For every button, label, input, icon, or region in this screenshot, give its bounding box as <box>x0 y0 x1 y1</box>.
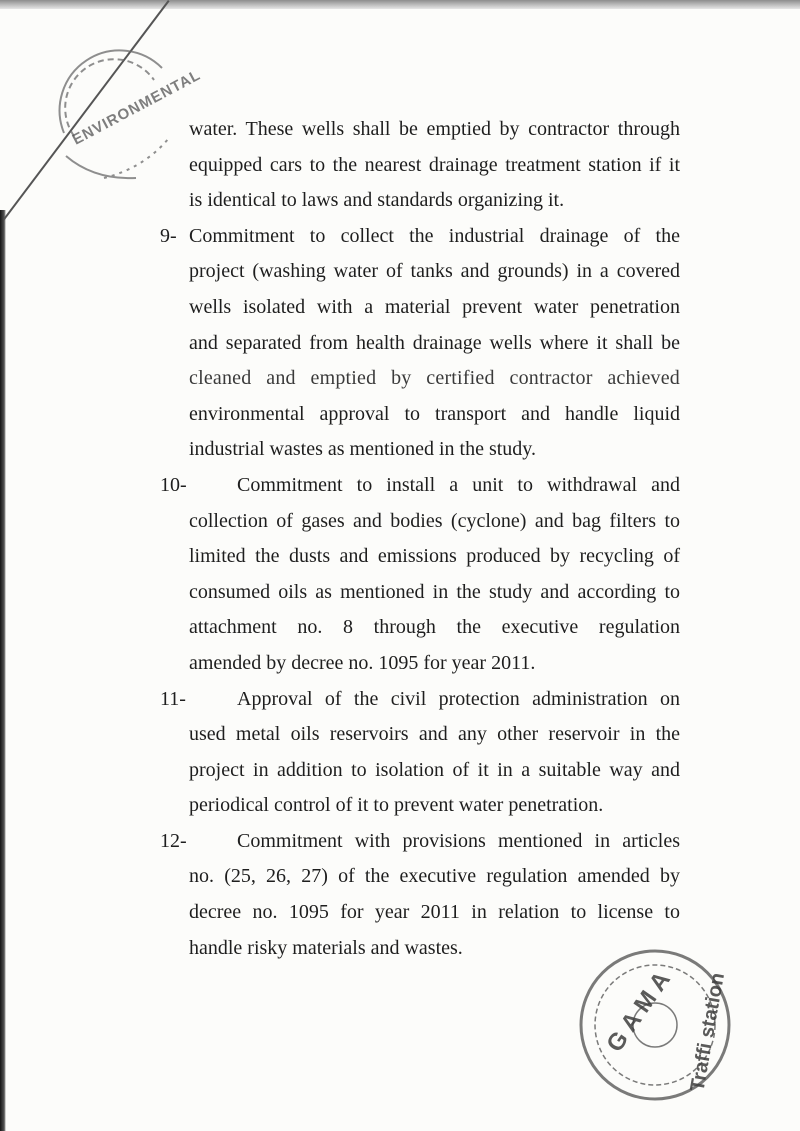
text-line: attachment no. 8 through the executive regulation <box>189 616 680 639</box>
binding-shadow <box>0 210 6 1131</box>
continued-paragraph <box>160 112 680 219</box>
item-number: 10- <box>160 473 187 496</box>
list-item <box>160 682 680 824</box>
text-line: Commitment to collect the industrial drainage of the <box>189 224 680 247</box>
text-line: Approval of the civil protection administration on <box>237 687 680 710</box>
list-item <box>160 468 680 682</box>
stamp-bottom-text: GAMA <box>601 961 680 1058</box>
text-line: used metal oils reservoirs and any other reservoir in the <box>189 723 680 746</box>
stamp-bottom <box>570 940 740 1110</box>
text-line: periodical control of it to prevent water penetration. <box>189 794 604 817</box>
stamp-top-text: ENVIRONMENTAL <box>69 66 204 149</box>
text-line: limited the dusts and emissions produced by recycling of <box>189 545 680 568</box>
text-line: project in addition to isolation of it in a suitable way and <box>189 758 680 781</box>
text-line: handle risky materials and wastes. <box>189 936 463 959</box>
text-line: equipped cars to the nearest drainage treatment station if it <box>189 153 680 176</box>
text-line: consumed oils as mentioned in the study and according to <box>189 580 680 603</box>
text-line: Commitment with provisions mentioned in articles <box>237 829 680 852</box>
text-line: cleaned and emptied by certified contractor achieved <box>189 367 680 390</box>
stamp-bottom-subtext: Traffi station <box>686 971 730 1094</box>
text-line: no. (25, 26, 27) of the executive regulation amended by <box>189 865 680 888</box>
text-line: project (washing water of tanks and grounds) in a covered <box>189 260 680 283</box>
item-number: 12- <box>160 829 187 852</box>
document-body <box>160 112 680 966</box>
list-item <box>160 219 680 468</box>
text-line: Commitment to install a unit to withdrawal and <box>237 473 680 496</box>
text-line: water. These wells shall be emptied by contractor through <box>189 118 680 140</box>
text-line: collection of gases and bodies (cyclone) and bag filters to <box>189 509 680 532</box>
item-number: 11- <box>160 687 186 710</box>
text-line: decree no. 1095 for year 2011 in relation to license to <box>189 901 680 924</box>
text-line: is identical to laws and standards organizing it. <box>189 189 565 212</box>
text-line: industrial wastes as mentioned in the study. <box>189 438 536 461</box>
item-number: 9- <box>160 224 177 247</box>
page-top-edge <box>0 0 800 9</box>
text-line: and separated from health drainage wells where it shall be <box>189 331 680 354</box>
text-line: amended by decree no. 1095 for year 2011. <box>189 651 536 674</box>
text-line: wells isolated with a material prevent water penetration <box>189 295 680 318</box>
text-line: environmental approval to transport and handle liquid <box>189 402 680 425</box>
